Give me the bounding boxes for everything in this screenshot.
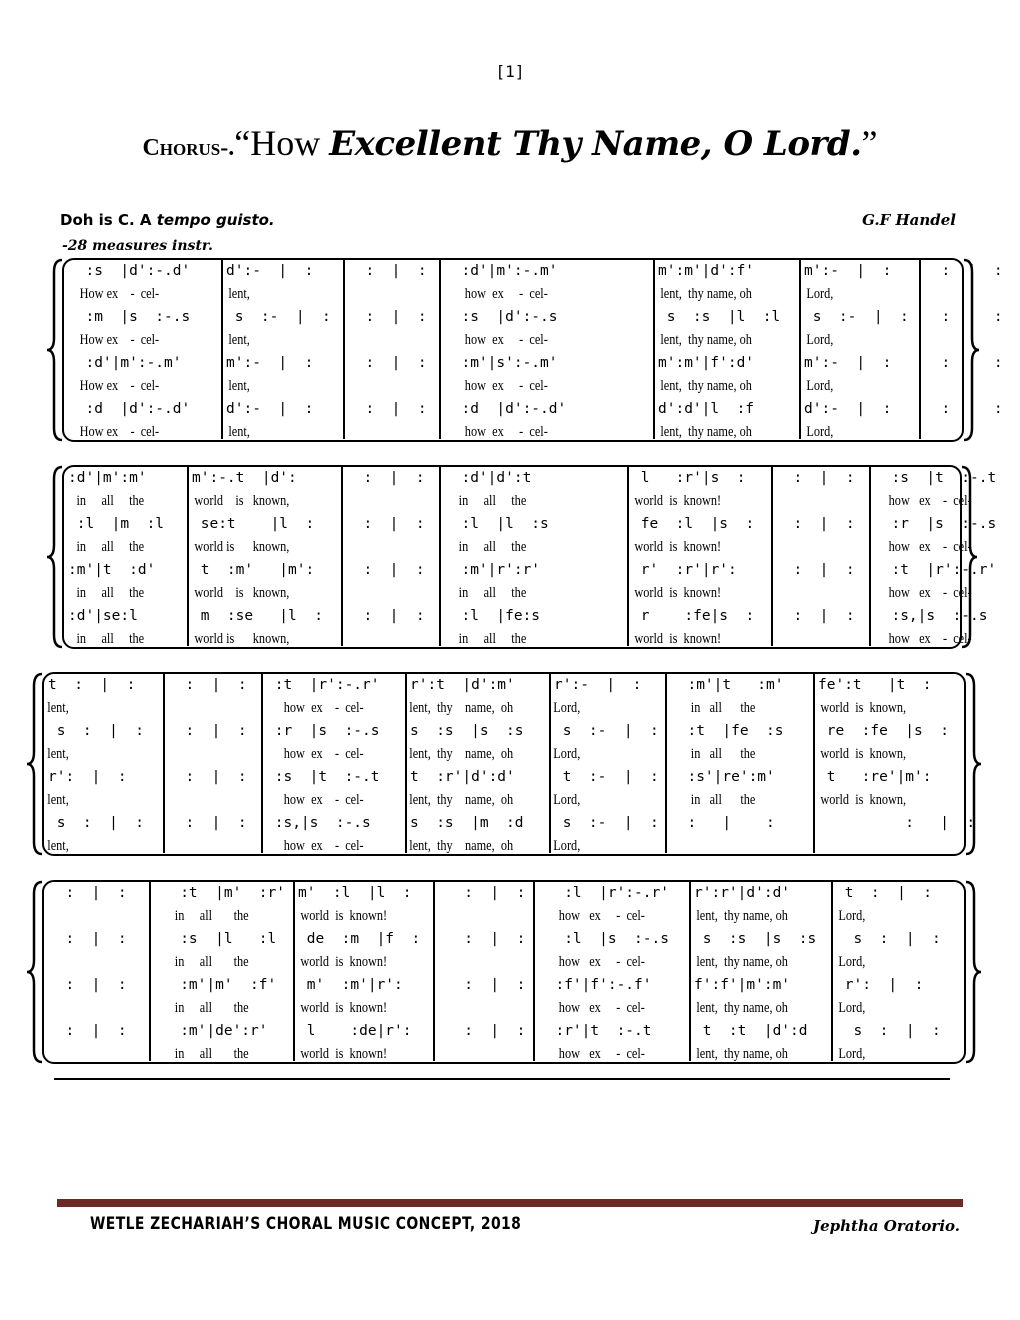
solfa-measure: d':- | :	[226, 263, 314, 279]
lyric-measure: lent,	[225, 424, 250, 440]
left-brace	[46, 465, 64, 649]
solfa-measure: r':t |d':m'	[410, 677, 515, 693]
solfa-measure: r :fe|s :	[632, 608, 755, 624]
intro-note: -28 measures instr.	[62, 238, 213, 254]
solfa-measure: s :- | :	[804, 309, 909, 325]
solfa-measure: :r |s :-.s	[874, 516, 997, 532]
notes-row	[44, 928, 964, 951]
lyrics-row	[44, 1043, 964, 1066]
solfa-measure: m':m'|f':d'	[658, 355, 755, 371]
lyric-measure	[44, 905, 150, 928]
lyric-measure	[344, 375, 440, 398]
lyric-measure	[434, 997, 534, 1020]
lyric-measure: How ex - cel-	[67, 378, 160, 394]
lyric-measure	[434, 951, 534, 974]
tempo-marking: tempo guisto.	[156, 211, 275, 229]
solfa-measure: t :- | :	[554, 769, 659, 785]
solfa-measure: d':- | :	[226, 401, 314, 417]
lyric-measure: lent,	[47, 700, 69, 716]
solfa-measure: d':- | :	[804, 401, 892, 417]
solfa-measure: : | :	[168, 723, 247, 739]
solfa-measure: m':- | :	[226, 355, 314, 371]
lyric-measure: Lord,	[835, 954, 866, 970]
solfa-measure: s :s |l :l	[658, 309, 781, 325]
solfa-measure: r': | :	[836, 977, 924, 993]
solfa-measure: :l |l :s	[444, 516, 549, 532]
solfa-measure: : | :	[348, 309, 427, 325]
left-brace	[46, 258, 64, 442]
lyrics-row	[64, 490, 972, 513]
lyric-measure: lent,	[47, 746, 69, 762]
lyric-measure	[44, 997, 150, 1020]
solfa-measure: s :s |m :d	[410, 815, 524, 831]
solfa-measure: : | :	[348, 401, 427, 417]
lyric-measure: how ex - cel-	[537, 908, 645, 924]
solfa-measure: :l |m :l	[68, 516, 165, 532]
lyric-measure	[920, 283, 966, 306]
notes-row	[44, 720, 964, 743]
lyric-measure	[434, 905, 534, 928]
solfa-measure: :m'|de':r'	[154, 1023, 268, 1039]
lyrics-row	[64, 582, 972, 605]
lyric-measure	[164, 835, 262, 858]
lyric-measure	[814, 835, 968, 858]
solfa-measure: : | :	[48, 977, 127, 993]
solfa-measure: se:t |l :	[192, 516, 315, 532]
page-title	[0, 122, 1020, 164]
lyric-measure: in all the	[669, 746, 756, 762]
lyric-measure: in all the	[153, 1046, 249, 1062]
lyric-measure: Lord,	[835, 1046, 866, 1062]
lyrics-row	[44, 997, 964, 1020]
solfa-measure: :m'|r':r'	[444, 562, 541, 578]
solfa-measure: s : | :	[48, 723, 145, 739]
solfa-measure: : | :	[818, 815, 976, 831]
lyrics-row	[64, 628, 972, 651]
lyric-measure	[772, 490, 870, 513]
solfa-measure: s : | :	[836, 1023, 941, 1039]
solfa-measure: m':- | :	[804, 355, 892, 371]
lyric-measure: Lord,	[553, 792, 581, 808]
lyric-measure: world is known!	[297, 1000, 388, 1016]
solfa-measure: m':m'|d':f'	[658, 263, 755, 279]
solfa-measure: :s |d':-.d'	[68, 263, 191, 279]
lyric-measure: world is known!	[631, 493, 722, 509]
solfa-measure: :d |d':-.d'	[444, 401, 567, 417]
lyric-measure: in all the	[67, 631, 145, 647]
solfa-measure: : | :	[348, 355, 427, 371]
solfa-measure: : | :	[346, 516, 425, 532]
lyric-measure: in all the	[153, 1000, 249, 1016]
solfa-measure: :t |m' :r'	[154, 885, 285, 901]
solfa-measure: : | :	[346, 562, 425, 578]
lyric-measure: world is known,	[191, 539, 290, 555]
lyric-measure	[772, 536, 870, 559]
solfa-measure: t : | :	[836, 885, 933, 901]
solfa-measure: :t |r':-.r'	[874, 562, 997, 578]
solfa-measure: :m |s :-.s	[68, 309, 191, 325]
lyric-measure: lent, thy name, oh	[409, 838, 514, 854]
lyric-measure: world is known!	[297, 1046, 388, 1062]
lyrics-row	[44, 789, 964, 812]
lyric-measure: How ex - cel-	[67, 424, 160, 440]
lyric-measure: How ex - cel-	[67, 332, 160, 348]
lyric-measure: lent,	[225, 286, 250, 302]
solfa-measure: :s |l :l	[154, 931, 277, 947]
solfa-measure: : | :	[346, 470, 425, 486]
notes-row	[44, 1020, 964, 1043]
lyric-measure	[44, 951, 150, 974]
lyric-measure: world is known,	[191, 631, 290, 647]
solfa-measure: :d'|m':m'	[68, 470, 147, 486]
solfa-measure: :d'|m':-.m'	[444, 263, 558, 279]
solfa-measure: :m'|t :d'	[68, 562, 156, 578]
lyric-measure: Lord,	[835, 1000, 866, 1016]
solfa-measure: s :s |s :s	[694, 931, 817, 947]
notes-row	[44, 766, 964, 789]
lyric-measure: how ex - cel-	[265, 746, 364, 762]
solfa-measure: l :r'|s :	[632, 470, 746, 486]
lyric-measure: lent, thy name, oh	[657, 332, 752, 348]
lyric-measure: Lord,	[553, 746, 581, 762]
lyric-measure: in all the	[153, 908, 249, 924]
solfa-measure: s :- | :	[226, 309, 331, 325]
footer-work-title: Jephtha Oratorio.	[813, 1217, 960, 1235]
lyric-measure: world is known,	[191, 585, 290, 601]
score-system-3	[42, 672, 976, 856]
right-brace	[964, 880, 982, 1064]
lyric-measure	[434, 1043, 534, 1066]
notes-row	[64, 467, 997, 490]
solfa-measure: : | :	[924, 355, 1003, 371]
solfa-measure: :d'|d':t	[444, 470, 532, 486]
lyric-measure	[164, 743, 262, 766]
lyric-measure: how ex - cel-	[265, 792, 364, 808]
solfa-measure: : | :	[348, 263, 427, 279]
solfa-measure: :l |r':-.r'	[538, 885, 669, 901]
solfa-measure: :t |r':-.r'	[266, 677, 380, 693]
lyric-measure: in all the	[669, 792, 756, 808]
lyric-measure	[342, 490, 440, 513]
page-number: [1]	[495, 62, 525, 81]
solfa-measure: :t |fe :s	[670, 723, 784, 739]
lyric-measure: in all the	[443, 585, 527, 601]
lyric-measure: in all the	[669, 700, 756, 716]
lyric-measure: Lord,	[553, 838, 581, 854]
lyrics-row	[44, 743, 964, 766]
solfa-measure: :r |s :-.s	[266, 723, 380, 739]
end-rule	[54, 1078, 950, 1080]
lyric-measure: world is known,	[817, 700, 907, 716]
solfa-measure: :m'|t :m'	[670, 677, 784, 693]
solfa-measure: de :m |f :	[298, 931, 421, 947]
left-brace	[26, 672, 44, 856]
lyric-measure: in all the	[67, 539, 145, 555]
lyric-measure: Lord,	[803, 332, 834, 348]
solfa-measure: r' :r'|r':	[632, 562, 737, 578]
solfa-measure: :m'|s':-.m'	[444, 355, 558, 371]
solfa-measure: : | :	[924, 309, 1003, 325]
solfa-measure: m' :l |l :	[298, 885, 412, 901]
lyrics-row	[64, 375, 962, 398]
solfa-measure: : | :	[776, 470, 855, 486]
solfa-measure: : | :	[168, 769, 247, 785]
lyric-measure: Lord,	[803, 424, 834, 440]
solfa-measure: r':r'|d':d'	[694, 885, 791, 901]
solfa-measure: : | :	[776, 516, 855, 532]
solfa-measure: s :- | :	[554, 723, 659, 739]
lyric-measure: in all the	[153, 954, 249, 970]
lyrics-row	[44, 905, 964, 928]
lyric-measure: lent, thy name, oh	[657, 424, 752, 440]
lyric-measure	[772, 628, 870, 651]
solfa-measure: :s'|re':m'	[670, 769, 775, 785]
score-system-1	[62, 258, 1003, 442]
solfa-measure: r':- | :	[554, 677, 642, 693]
solfa-measure: d':d'|l :f	[658, 401, 755, 417]
right-brace	[964, 672, 982, 856]
score-system-2	[62, 465, 997, 649]
lyric-measure	[666, 835, 814, 858]
lyric-measure: lent, thy name, oh	[693, 1000, 788, 1016]
lyric-measure	[920, 375, 966, 398]
lyric-measure	[920, 421, 966, 444]
notes-row	[44, 812, 976, 835]
solfa-measure: :r'|t :-.t	[538, 1023, 652, 1039]
lyric-measure: lent,	[47, 838, 69, 854]
solfa-measure: fe :l |s :	[632, 516, 755, 532]
lyric-measure: in all the	[443, 631, 527, 647]
notes-row	[64, 559, 997, 582]
lyric-measure: lent, thy name, oh	[409, 700, 514, 716]
solfa-measure: :d'|se:l	[68, 608, 138, 624]
lyric-measure: How ex - cel-	[67, 286, 160, 302]
lyric-measure: in all the	[443, 493, 527, 509]
lyric-measure: world is known!	[631, 539, 722, 555]
right-brace	[962, 258, 980, 442]
composer: G.F Handel	[862, 211, 956, 229]
solfa-measure: t :t |d':d	[694, 1023, 808, 1039]
solfa-measure: t :m' |m':	[192, 562, 315, 578]
title-fancy: Excellent Thy Name, O Lord.	[329, 124, 862, 164]
notes-row	[64, 352, 1003, 375]
lyric-measure: how ex - cel-	[443, 378, 548, 394]
solfa-measure: s : | :	[836, 931, 941, 947]
lyric-measure	[920, 329, 966, 352]
solfa-measure: : | :	[438, 885, 526, 901]
lyric-measure: world is known,	[191, 493, 290, 509]
solfa-measure: s : | :	[48, 815, 145, 831]
solfa-measure: :s |d':-.s	[444, 309, 558, 325]
notes-row	[64, 260, 1003, 283]
lyric-measure: world is known,	[817, 746, 907, 762]
notes-row	[64, 306, 1003, 329]
lyrics-row	[44, 951, 964, 974]
solfa-measure: r': | :	[48, 769, 127, 785]
lyric-measure: how ex - cel-	[873, 539, 972, 555]
lyric-measure: in all the	[67, 493, 145, 509]
lyric-measure: world is known!	[631, 631, 722, 647]
lyric-measure: lent, thy name, oh	[693, 954, 788, 970]
solfa-measure: :s,|s :-.s	[874, 608, 988, 624]
solfa-measure: : | :	[438, 1023, 526, 1039]
lyric-measure: lent, thy name, oh	[693, 908, 788, 924]
lyric-measure	[344, 283, 440, 306]
solfa-measure: :m'|m' :f'	[154, 977, 277, 993]
lyric-measure: lent, thy name, oh	[657, 378, 752, 394]
solfa-measure: fe':t |t :	[818, 677, 932, 693]
lyric-measure: lent,	[225, 332, 250, 348]
solfa-measure: m':-.t |d':	[192, 470, 297, 486]
solfa-measure: :s |t :-.t	[266, 769, 380, 785]
solfa-measure: : | :	[670, 815, 775, 831]
footer-credit: WETLE ZECHARIAH’S CHORAL MUSIC CONCEPT, 2018	[90, 1214, 522, 1234]
solfa-measure: : | :	[924, 401, 1003, 417]
solfa-measure: : | :	[924, 263, 1003, 279]
title-close-quote: ”	[861, 123, 878, 163]
lyric-measure: world is known!	[631, 585, 722, 601]
solfa-measure: t :re'|m':	[818, 769, 932, 785]
notes-row	[44, 974, 964, 997]
lyric-measure: how ex - cel-	[873, 493, 972, 509]
solfa-measure: :d'|m':-.m'	[68, 355, 182, 371]
lyrics-row	[44, 835, 964, 858]
lyrics-row	[44, 697, 964, 720]
solfa-measure: : | :	[48, 1023, 127, 1039]
lyric-measure	[164, 697, 262, 720]
solfa-measure: l :de|r':	[298, 1023, 412, 1039]
notes-row	[44, 882, 964, 905]
lyric-measure: lent, thy name, oh	[409, 792, 514, 808]
solfa-measure: : | :	[168, 677, 247, 693]
solfa-measure: :l |s :-.s	[538, 931, 669, 947]
solfa-measure: :d |d':-.d'	[68, 401, 191, 417]
footer-bar	[57, 1199, 963, 1207]
solfa-measure: :f'|f':-.f'	[538, 977, 652, 993]
lyric-measure	[342, 536, 440, 559]
lyric-measure: in all the	[443, 539, 527, 555]
lyric-measure: how ex - cel-	[265, 838, 364, 854]
title-prefix: Chorus-.	[142, 135, 235, 161]
lyric-measure: how ex - cel-	[537, 1046, 645, 1062]
lyrics-row	[64, 536, 972, 559]
lyric-measure: in all the	[67, 585, 145, 601]
notes-row	[64, 605, 988, 628]
score-system-4	[42, 880, 966, 1064]
right-brace	[960, 465, 978, 649]
lyric-measure: Lord,	[803, 286, 834, 302]
lyric-measure: Lord,	[553, 700, 581, 716]
solfa-measure: : | :	[168, 815, 247, 831]
lyric-measure: Lord,	[803, 378, 834, 394]
solfa-measure: m':- | :	[804, 263, 892, 279]
lyric-measure: how ex - cel-	[537, 1000, 645, 1016]
solfa-measure: :l |fe:s	[444, 608, 541, 624]
lyric-measure	[342, 628, 440, 651]
left-brace	[26, 880, 44, 1064]
lyric-measure: lent, thy name, oh	[693, 1046, 788, 1062]
solfa-measure: m :se |l :	[192, 608, 323, 624]
solfa-measure: :s |t :-.t	[874, 470, 997, 486]
solfa-measure: : | :	[346, 608, 425, 624]
solfa-measure: : | :	[438, 977, 526, 993]
lyric-measure: lent, thy name, oh	[657, 286, 752, 302]
solfa-measure: s :- | :	[554, 815, 659, 831]
key-tempo	[60, 211, 275, 229]
lyric-measure: how ex - cel-	[265, 700, 364, 716]
solfa-measure: re :fe |s :	[818, 723, 949, 739]
lyric-measure	[164, 789, 262, 812]
lyric-measure: world is known,	[817, 792, 907, 808]
lyric-measure	[342, 582, 440, 605]
lyric-measure: lent,	[47, 792, 69, 808]
notes-row	[64, 513, 997, 536]
solfa-measure: : | :	[776, 608, 855, 624]
solfa-measure: t : | :	[48, 677, 136, 693]
lyric-measure: world is known!	[297, 908, 388, 924]
lyric-measure	[344, 329, 440, 352]
title-open-quote: “How	[234, 123, 330, 163]
solfa-measure: t :r'|d':d'	[410, 769, 515, 785]
lyric-measure: how ex - cel-	[873, 585, 972, 601]
notes-row	[64, 398, 1003, 421]
solfa-measure: m' :m'|r':	[298, 977, 403, 993]
notes-row	[44, 674, 964, 697]
lyric-measure: how ex - cel-	[443, 286, 548, 302]
lyric-measure: how ex - cel-	[873, 631, 972, 647]
solfa-measure: :s,|s :-.s	[266, 815, 371, 831]
key-signature: Doh is C. A	[60, 211, 152, 229]
lyric-measure: lent,	[225, 378, 250, 394]
lyric-measure: how ex - cel-	[443, 332, 548, 348]
lyric-measure: how ex - cel-	[443, 424, 548, 440]
lyric-measure: Lord,	[835, 908, 866, 924]
solfa-measure: s :s |s :s	[410, 723, 524, 739]
lyric-measure: lent, thy name, oh	[409, 746, 514, 762]
lyrics-row	[64, 421, 962, 444]
lyric-measure	[772, 582, 870, 605]
solfa-measure: : | :	[48, 931, 127, 947]
lyric-measure: how ex - cel-	[537, 954, 645, 970]
solfa-measure: : | :	[438, 931, 526, 947]
solfa-measure: : | :	[776, 562, 855, 578]
lyrics-row	[64, 283, 962, 306]
solfa-measure: : | :	[48, 885, 127, 901]
solfa-measure: f':f'|m':m'	[694, 977, 791, 993]
lyric-measure	[44, 1043, 150, 1066]
lyrics-row	[64, 329, 962, 352]
lyric-measure	[344, 421, 440, 444]
lyric-measure: world is known!	[297, 954, 388, 970]
